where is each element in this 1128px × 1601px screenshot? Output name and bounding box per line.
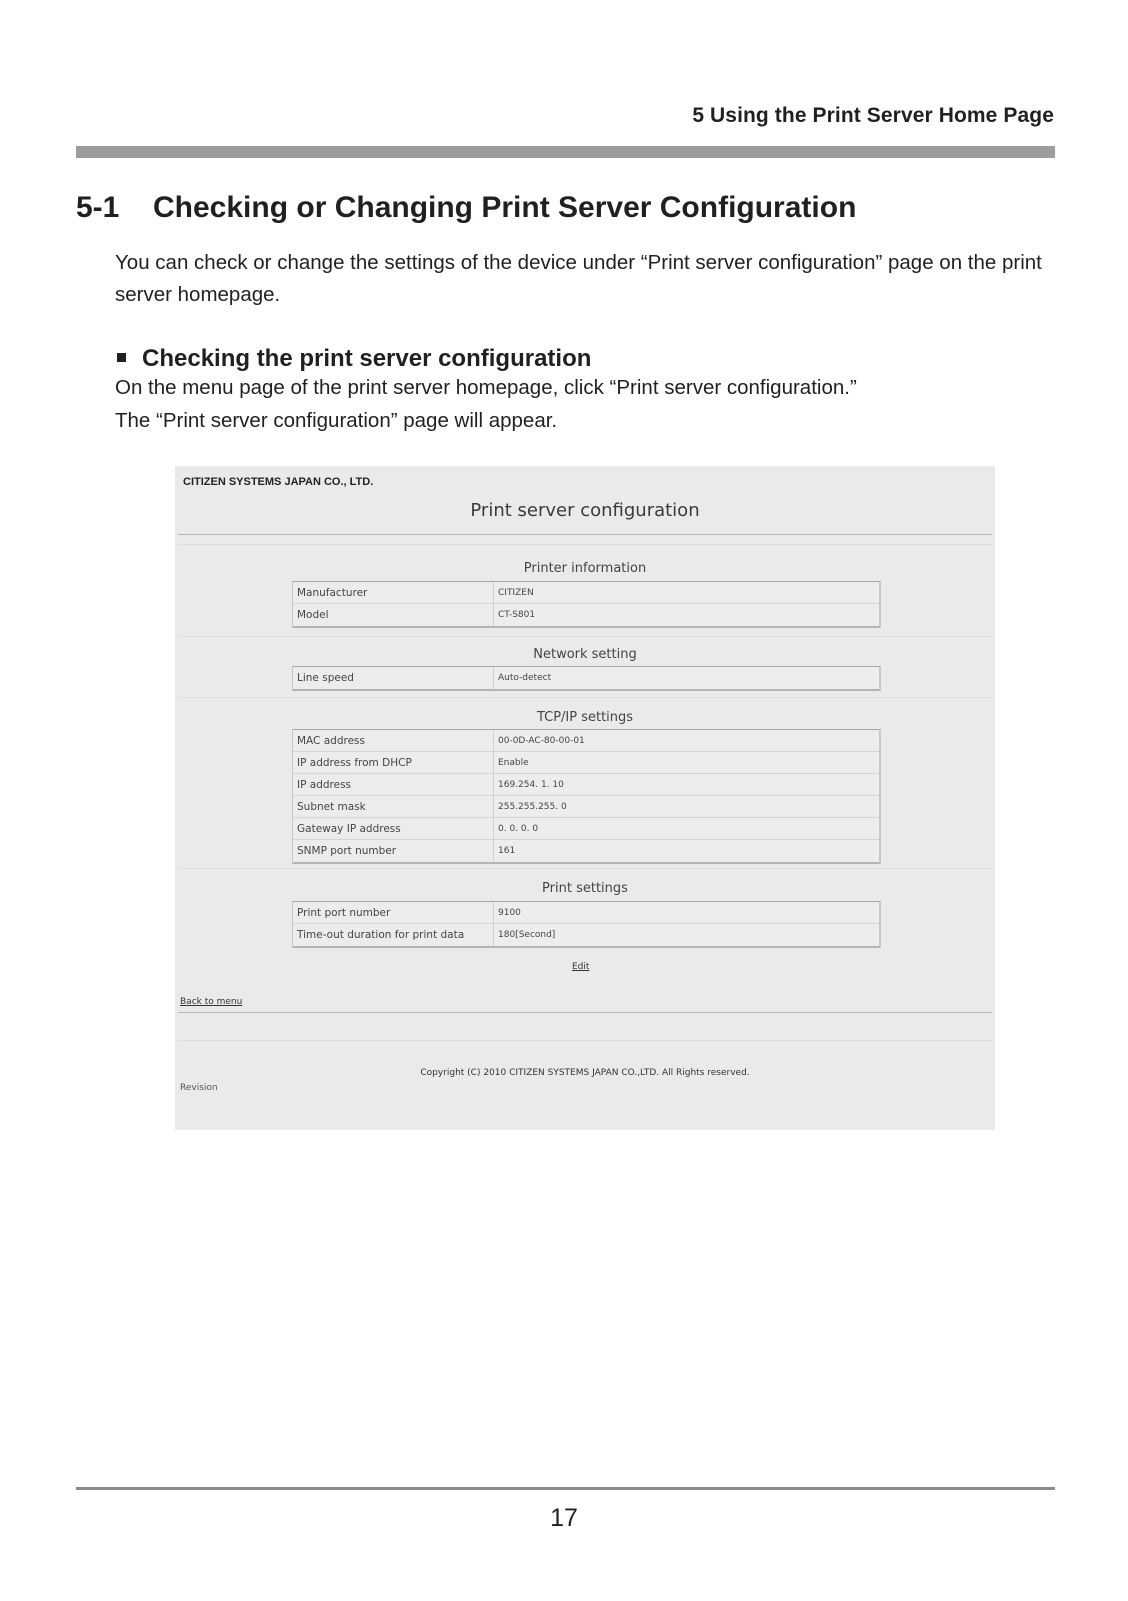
section-title-text: Checking or Changing Print Server Configuration (153, 191, 857, 224)
table-row (293, 840, 879, 862)
table-row (293, 582, 879, 604)
network-setting-table (292, 666, 881, 691)
row-label: MAC address (293, 730, 494, 752)
row-value: 169.254. 1. 10 (494, 774, 879, 796)
title-divider-light (178, 544, 992, 545)
instruction-line-2: The “Print server configuration” page will appear. (115, 409, 558, 432)
revision-label: Revision (180, 1083, 218, 1093)
row-value: 255.255.255. 0 (494, 796, 879, 818)
copyright-notice: Copyright (C) 2010 CITIZEN SYSTEMS JAPAN CO.,LTD. All Rights reserved. (420, 1068, 750, 1078)
row-value: Enable (494, 752, 879, 774)
row-label: IP address from DHCP (293, 752, 494, 774)
section-title (76, 191, 856, 225)
printer-information-table (292, 581, 881, 628)
footer-divider-light (178, 1040, 992, 1041)
section-number: 5-1 (76, 191, 120, 224)
group-title-printer-information: Printer information (523, 561, 647, 576)
row-value: 9100 (494, 902, 879, 924)
print-server-config-screenshot (175, 466, 995, 1130)
print-settings-table (292, 901, 881, 948)
row-label: Model (293, 604, 494, 626)
row-label: Line speed (293, 667, 494, 689)
subsection-heading-text: Checking the print server configuration (142, 345, 592, 372)
group-divider (178, 868, 992, 869)
row-value: CITIZEN (494, 582, 879, 604)
table-row (293, 902, 879, 924)
page-number: 17 (550, 1504, 578, 1532)
group-title-print-settings: Print settings (542, 881, 628, 896)
row-label: Manufacturer (293, 582, 494, 604)
row-label: SNMP port number (293, 840, 494, 862)
title-divider (178, 534, 992, 535)
group-title-network-setting: Network setting (533, 647, 637, 662)
footer-rule (76, 1487, 1055, 1490)
table-row (293, 796, 879, 818)
intro-paragraph: You can check or change the settings of the device under “Print server configuration” page on the print server homepage. (115, 251, 1042, 306)
table-row (293, 730, 879, 752)
row-value: 00-0D-AC-80-00-01 (494, 730, 879, 752)
square-bullet-icon (117, 353, 126, 362)
instruction-line-1: On the menu page of the print server homepage, click “Print server configuration.” (115, 376, 857, 399)
table-row (293, 604, 879, 626)
group-divider (178, 636, 992, 637)
row-label: Time-out duration for print data (293, 924, 494, 946)
row-value: CT-S801 (494, 604, 879, 626)
row-label: IP address (293, 774, 494, 796)
config-page-title: Print server configuration (470, 500, 700, 521)
header-rule (76, 146, 1055, 158)
row-label: Gateway IP address (293, 818, 494, 840)
table-row (293, 818, 879, 840)
tcpip-settings-table (292, 729, 881, 864)
group-divider (178, 697, 992, 698)
running-header: 5 Using the Print Server Home Page (692, 104, 1054, 127)
subsection-heading (115, 345, 591, 373)
table-row (293, 667, 879, 689)
group-title-tcpip-settings: TCP/IP settings (536, 710, 634, 725)
footer-divider (178, 1012, 992, 1013)
row-value: 0. 0. 0. 0 (494, 818, 879, 840)
table-row (293, 752, 879, 774)
row-value: 180[Second] (494, 924, 879, 946)
back-to-menu-link[interactable]: Back to menu (180, 997, 243, 1007)
row-label: Subnet mask (293, 796, 494, 818)
table-row (293, 774, 879, 796)
row-label: Print port number (293, 902, 494, 924)
company-name: CITIZEN SYSTEMS JAPAN CO., LTD. (183, 476, 374, 488)
edit-link[interactable]: Edit (572, 962, 590, 972)
table-row (293, 924, 879, 946)
row-value: Auto-detect (494, 667, 879, 689)
row-value: 161 (494, 840, 879, 862)
